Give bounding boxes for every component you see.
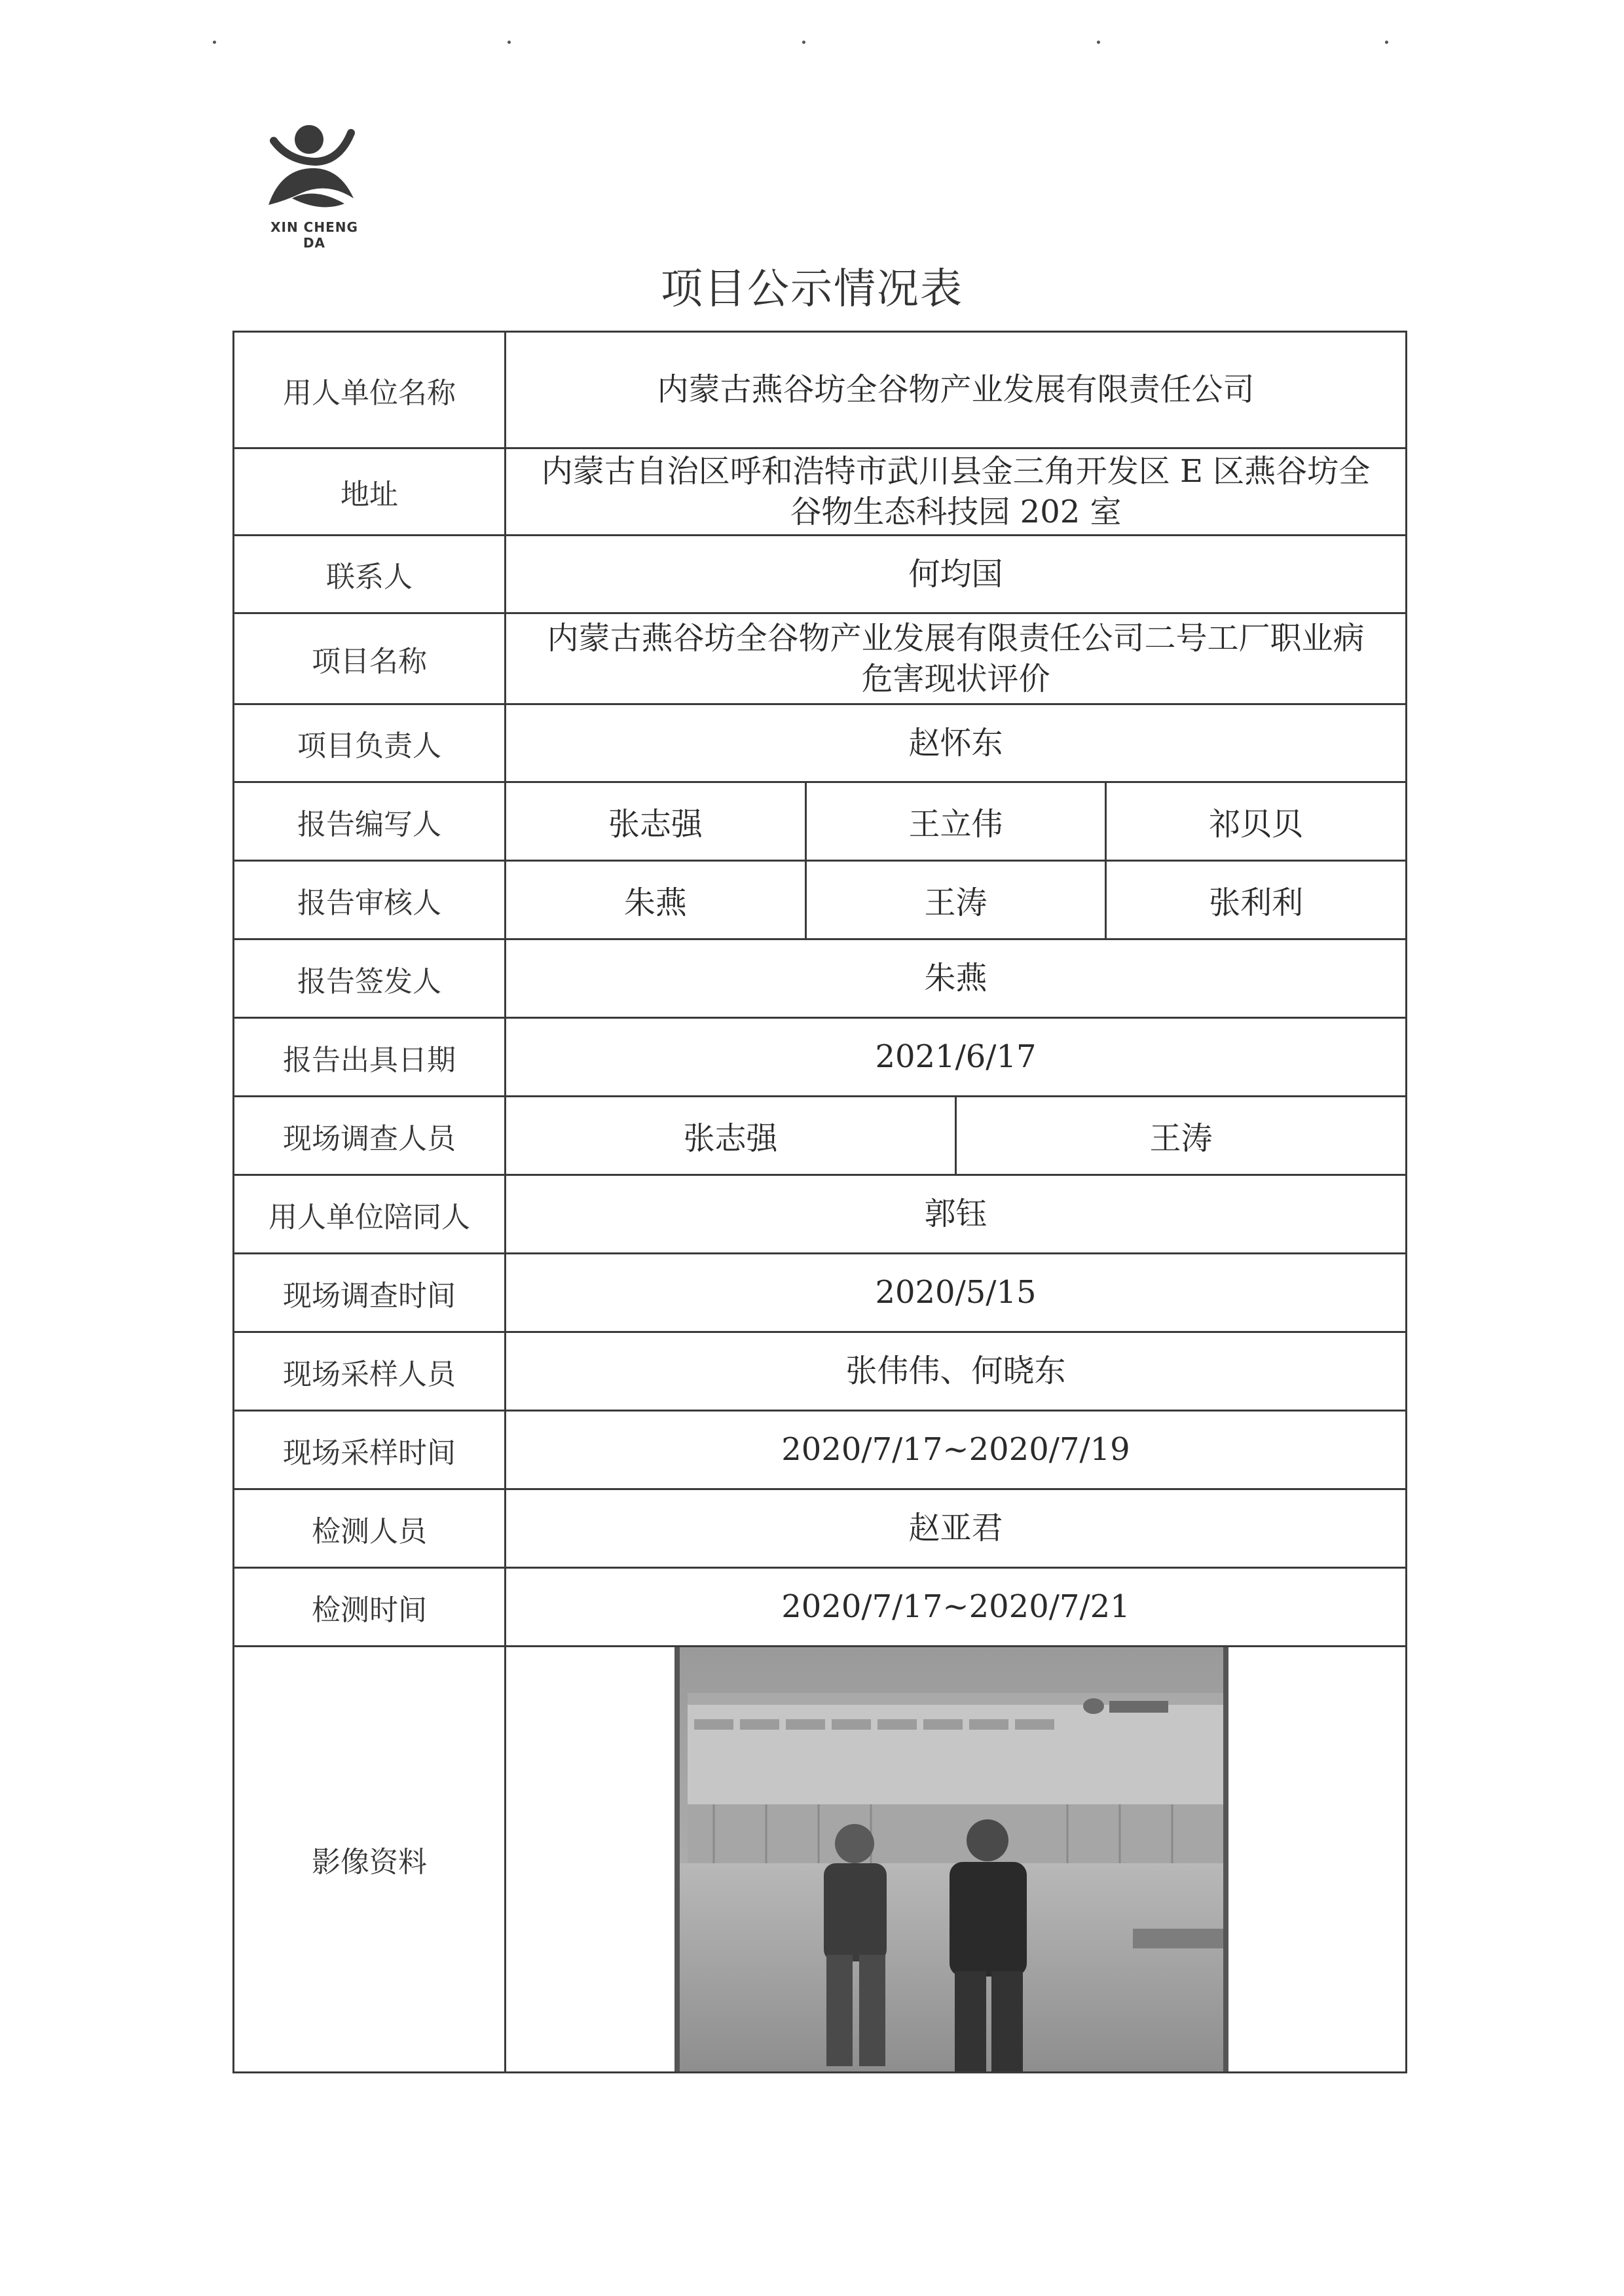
info-table (232, 331, 1407, 2073)
image-cell (506, 1647, 1405, 2071)
table-row (234, 862, 1405, 940)
label-report-issuer: 报告签发人 (234, 940, 506, 1017)
logo-icon (262, 121, 367, 219)
table-row (234, 783, 1405, 862)
value-testing-staff: 赵亚君 (908, 1510, 1003, 1547)
report-reviewer: 张利利 (1209, 884, 1304, 921)
value-report-writers (506, 783, 1405, 860)
table-row (234, 536, 1405, 614)
value-address (506, 449, 1405, 534)
survey-person: 王涛 (1149, 1120, 1213, 1157)
project-name-line-2: 危害现状评价 (861, 661, 1050, 697)
table-row (234, 1333, 1405, 1412)
value-survey-time: 2020/5/15 (875, 1274, 1037, 1311)
label-sampling-time: 现场采样时间 (234, 1412, 506, 1488)
site-photo (674, 1647, 1228, 2071)
report-writer: 王立伟 (807, 783, 1107, 860)
label-images: 影像资料 (234, 1647, 506, 2071)
value-contact: 何均国 (908, 555, 1003, 592)
label-report-writers: 报告编写人 (234, 783, 506, 860)
value-testing-time: 2020/7/17~2020/7/21 (781, 1588, 1130, 1626)
table-row (234, 1490, 1405, 1569)
value-project-name (506, 614, 1405, 703)
value-sampling-time: 2020/7/17~2020/7/19 (781, 1431, 1130, 1468)
value-employer-name: 内蒙古燕谷坊全谷物产业发展有限责任公司 (657, 371, 1255, 409)
table-row (234, 705, 1405, 783)
value-project-lead: 赵怀东 (908, 724, 1003, 761)
table-row (234, 1019, 1405, 1097)
label-address: 地址 (234, 449, 506, 534)
value-report-issuer: 朱燕 (924, 960, 987, 997)
label-project-lead: 项目负责人 (234, 705, 506, 781)
report-writer: 张志强 (506, 783, 807, 860)
table-row (234, 1647, 1405, 2071)
report-reviewer: 王涛 (807, 862, 1107, 938)
value-survey-staff (506, 1097, 1405, 1174)
survey-person: 张志强 (506, 1097, 957, 1174)
table-row (234, 1097, 1405, 1176)
table-row (234, 614, 1405, 705)
company-logo (262, 121, 367, 251)
logo-text: XIN CHENG DA (270, 219, 358, 251)
label-sampling-staff: 现场采样人员 (234, 1333, 506, 1410)
label-survey-staff: 现场调查人员 (234, 1097, 506, 1174)
table-row (234, 940, 1405, 1019)
label-employer-escort: 用人单位陪同人 (234, 1176, 506, 1252)
value-report-date: 2021/6/17 (875, 1038, 1037, 1076)
report-writer: 祁贝贝 (1209, 806, 1304, 843)
address-line-2: 谷物生态科技园 202 室 (790, 494, 1122, 530)
report-reviewer: 朱燕 (506, 862, 807, 938)
label-project-name: 项目名称 (234, 614, 506, 703)
project-name-line-1: 内蒙古燕谷坊全谷物产业发展有限责任公司二号工厂职业病 (547, 619, 1365, 657)
label-employer-name: 用人单位名称 (234, 333, 506, 447)
address-line-1: 内蒙古自治区呼和浩特市武川县金三角开发区 E 区燕谷坊全 (541, 452, 1371, 490)
label-testing-staff: 检测人员 (234, 1490, 506, 1567)
value-sampling-staff: 张伟伟、何晓东 (845, 1353, 1066, 1390)
document-title: 项目公示情况表 (661, 265, 963, 314)
table-row (234, 449, 1405, 536)
label-report-reviewers: 报告审核人 (234, 862, 506, 938)
value-report-reviewers (506, 862, 1405, 938)
table-row (234, 1569, 1405, 1647)
table-row (234, 333, 1405, 449)
label-report-date: 报告出具日期 (234, 1019, 506, 1095)
label-testing-time: 检测时间 (234, 1569, 506, 1645)
label-contact: 联系人 (234, 536, 506, 612)
label-survey-time: 现场调查时间 (234, 1254, 506, 1331)
table-row (234, 1412, 1405, 1490)
table-row (234, 1176, 1405, 1254)
value-employer-escort: 郭钰 (924, 1195, 987, 1233)
table-row (234, 1254, 1405, 1333)
